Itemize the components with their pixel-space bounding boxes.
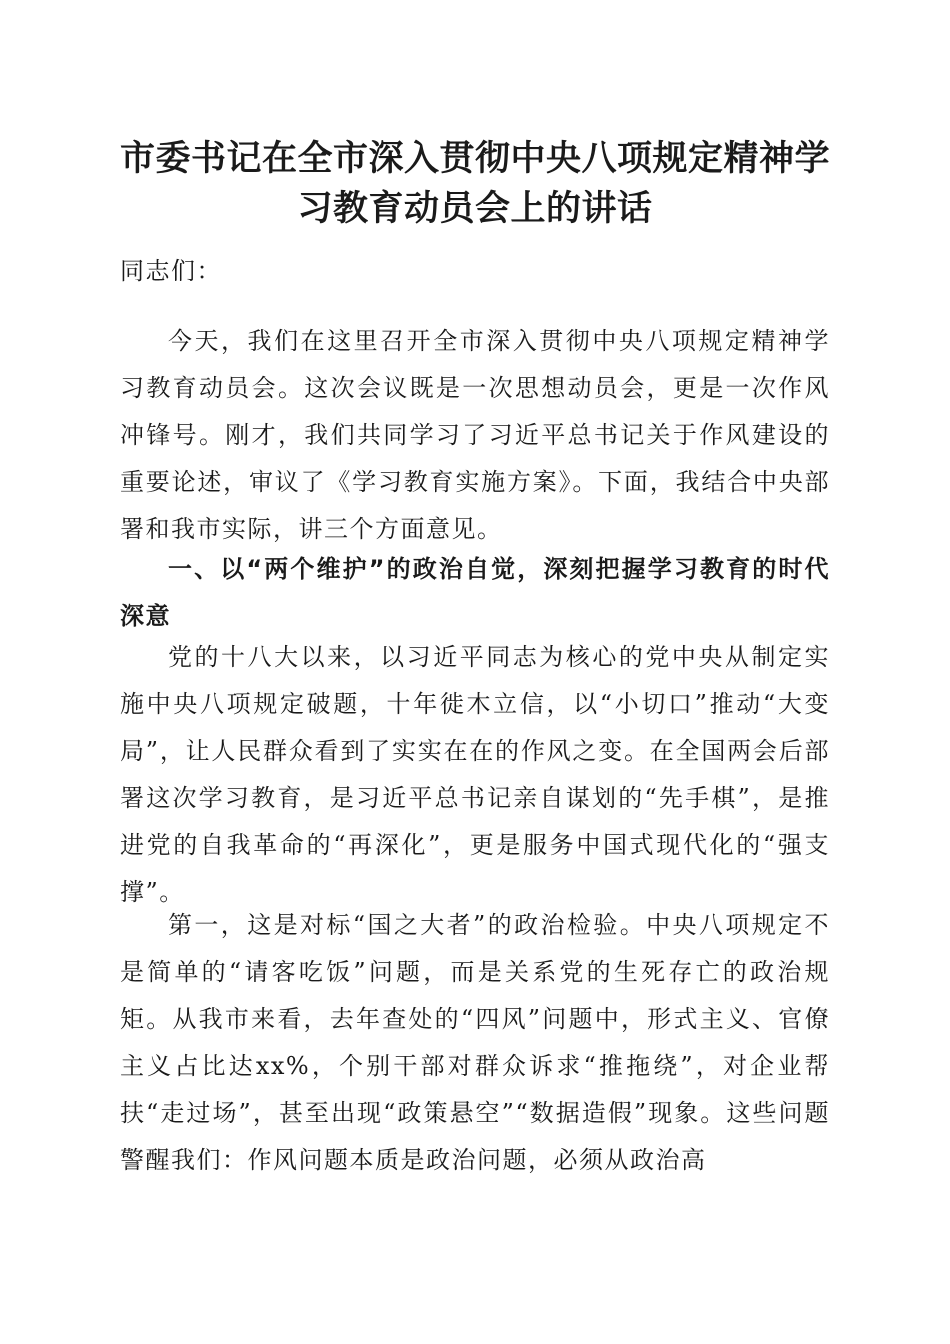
intro-paragraph: 今天，我们在这里召开全市深入贯彻中央八项规定精神学习教育动员会。这次会议既是一次思想动员会，更是一次作风冲锋号。刚才，我们共同学习了习近平总书记关于作风建设的重要论述，审议了《学习教育实施方案》。下面，我结合中央部署和我市实际，讲三个方面意见。 [120,327,830,543]
document-title-line-2: 习教育动员会上的讲话 [297,189,653,229]
body-paragraph-1: 党的十八大以来，以习近平同志为核心的党中央从制定实施中央八项规定破题，十年徙木立信，以“小切口”推动“大变局”，让人民群众看到了实实在在的作风之变。在全国两会后部署这次学习教育，是习近平总书记亲自谋划的“先手棋”，是推进党的自我革命的“再深化”，更是服务中国式现代化的“强支撑”。 [120,643,830,906]
body-paragraph-2: 第一，这是对标“国之大者”的政治检验。中央八项规定不是简单的“请客吃饭”问题，而是关系党的生死存亡的政治规矩。从我市来看，去年查处的“四风”问题中，形式主义、官僚主义占比达xx%，个别干部对群众诉求“推拖绕”，对企业帮扶“走过场”，甚至出现“政策悬空”“数据造假”现象。这些问题警醒我们：作风问题本质是政治问题，必须从政治高 [120,911,830,1174]
document-title-line-1: 市委书记在全市深入贯彻中央八项规定精神学 [119,139,830,179]
section-heading-1: 一、以“两个维护”的政治自觉，深刻把握学习教育的时代深意 [120,555,830,630]
salutation: 同志们： [120,257,222,285]
